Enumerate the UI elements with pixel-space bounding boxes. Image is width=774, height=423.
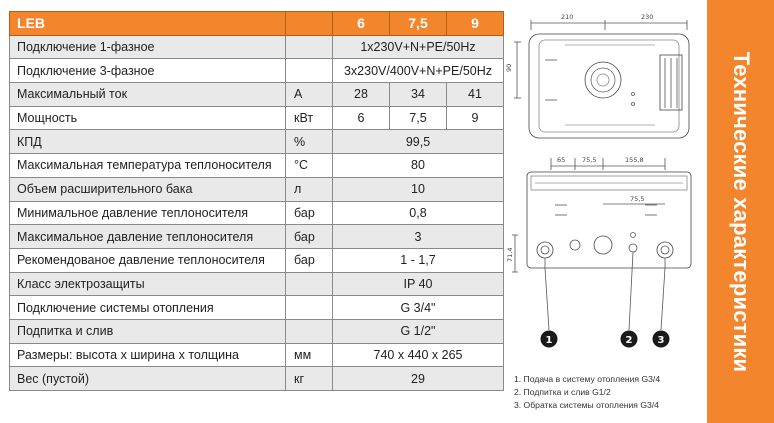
bottom-view-drawing xyxy=(512,158,691,330)
param-unit xyxy=(286,272,333,296)
table-row xyxy=(10,367,504,391)
table-row xyxy=(10,201,504,225)
param-value-7-5: 7,5 xyxy=(390,106,447,130)
param-name: Размеры: высота х ширина х толщина xyxy=(10,343,286,367)
marker-2-label: 2 xyxy=(625,335,633,346)
legend-item: 3. Обратка системы отопления G3/4 xyxy=(514,400,659,410)
table-row xyxy=(10,59,504,83)
param-unit: л xyxy=(286,177,333,201)
legend-item: 2. Подпитка и слив G1/2 xyxy=(514,387,611,397)
param-name: Подпитка и слив xyxy=(10,319,286,343)
param-value: 0,8 xyxy=(333,201,504,225)
param-value: 3 xyxy=(333,225,504,249)
param-value: IP 40 xyxy=(333,272,504,296)
param-name: Максимальный ток xyxy=(10,83,286,107)
table-row xyxy=(10,130,504,154)
dimension-label: 210 xyxy=(561,13,574,21)
param-value: 29 xyxy=(333,367,504,391)
param-value: G 1/2" xyxy=(333,319,504,343)
param-unit: бар xyxy=(286,248,333,272)
param-value-9: 41 xyxy=(447,83,504,107)
param-unit: % xyxy=(286,130,333,154)
table-row xyxy=(10,35,504,59)
model-name: LEB xyxy=(10,12,286,36)
param-name: Минимальное давление теплоносителя xyxy=(10,201,286,225)
param-value: 10 xyxy=(333,177,504,201)
connection-markers xyxy=(541,331,670,348)
param-unit: кг xyxy=(286,367,333,391)
table-row xyxy=(10,106,504,130)
table-header-row xyxy=(10,12,504,36)
param-value: 3x230V/400V+N+PE/50Hz xyxy=(333,59,504,83)
spec-table xyxy=(9,11,504,391)
param-unit xyxy=(286,319,333,343)
table-row xyxy=(10,225,504,249)
param-value-9: 9 xyxy=(447,106,504,130)
param-name: Максимальное давление теплоносителя xyxy=(10,225,286,249)
param-value-6: 6 xyxy=(333,106,390,130)
side-banner xyxy=(707,0,774,423)
legend-item: 1. Подача в систему отопления G3/4 xyxy=(514,374,661,384)
technical-drawing xyxy=(505,0,705,423)
param-value-7-5: 34 xyxy=(390,83,447,107)
model-7-5-header: 7,5 xyxy=(390,12,447,36)
dimension-label: 155,8 xyxy=(625,156,644,164)
dimension-label: 230 xyxy=(641,13,654,21)
model-6-header: 6 xyxy=(333,12,390,36)
param-name: Класс электрозащиты xyxy=(10,272,286,296)
table-row xyxy=(10,154,504,178)
param-value: 1x230V+N+PE/50Hz xyxy=(333,35,504,59)
banner-title: Технические характеристики xyxy=(728,51,754,372)
param-value: 1 - 1,7 xyxy=(333,248,504,272)
param-value-6: 28 xyxy=(333,83,390,107)
dimension-label: 75,5 xyxy=(582,156,597,164)
table-row xyxy=(10,248,504,272)
param-unit: А xyxy=(286,83,333,107)
dimension-label: 71,4 xyxy=(506,247,514,262)
param-name: Подключение 1-фазное xyxy=(10,35,286,59)
connection-legend xyxy=(514,373,660,412)
param-unit: бар xyxy=(286,225,333,249)
param-value: 80 xyxy=(333,154,504,178)
top-view-drawing xyxy=(514,20,689,138)
model-9-header: 9 xyxy=(447,12,504,36)
param-unit: °С xyxy=(286,154,333,178)
param-unit: бар xyxy=(286,201,333,225)
dimension-label: 75,5 xyxy=(630,195,645,203)
param-unit: кВт xyxy=(286,106,333,130)
unit-header xyxy=(286,12,333,36)
param-name: Рекомендованое давление теплоносителя xyxy=(10,248,286,272)
param-unit xyxy=(286,59,333,83)
dimension-label: 90 xyxy=(505,63,513,72)
table-row xyxy=(10,343,504,367)
marker-1-label: 1 xyxy=(545,335,553,346)
table-row xyxy=(10,177,504,201)
table-row xyxy=(10,83,504,107)
table-row xyxy=(10,272,504,296)
dimension-label: 65 xyxy=(557,156,566,164)
param-unit xyxy=(286,35,333,59)
param-unit: мм xyxy=(286,343,333,367)
param-value: 99,5 xyxy=(333,130,504,154)
table-row xyxy=(10,319,504,343)
table-row xyxy=(10,296,504,320)
param-unit xyxy=(286,296,333,320)
param-name: Объем расширительного бака xyxy=(10,177,286,201)
param-name: Максимальная температура теплоносителя xyxy=(10,154,286,178)
param-name: Подключение 3-фазное xyxy=(10,59,286,83)
param-name: КПД xyxy=(10,130,286,154)
param-value: G 3/4" xyxy=(333,296,504,320)
param-value: 740 х 440 х 265 xyxy=(333,343,504,367)
param-name: Вес (пустой) xyxy=(10,367,286,391)
param-name: Мощность xyxy=(10,106,286,130)
param-name: Подключение системы отопления xyxy=(10,296,286,320)
marker-3-label: 3 xyxy=(657,335,665,346)
